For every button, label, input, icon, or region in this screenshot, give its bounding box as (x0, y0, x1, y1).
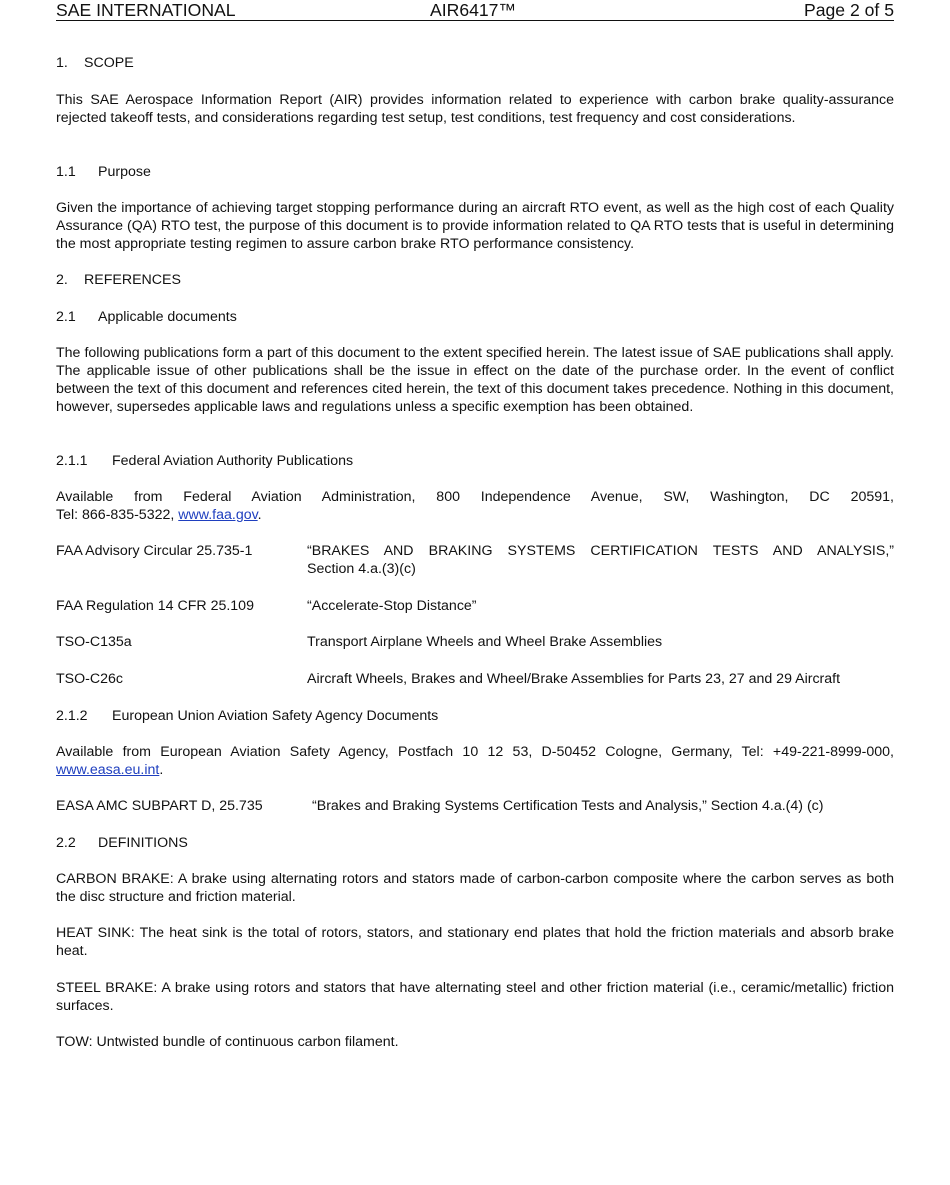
section-references-heading (56, 271, 894, 289)
reference-id: FAA Advisory Circular 25.735-1 (56, 543, 253, 559)
section-title: Federal Aviation Authority Publications (112, 453, 354, 469)
faa-availability-line2 (56, 506, 894, 524)
page-header (56, 0, 894, 21)
faa-website-link[interactable]: www.faa.gov (178, 507, 258, 523)
section-number: 1. (56, 55, 68, 71)
easa-website-link[interactable]: www.easa.eu.int (56, 762, 160, 778)
header-doc-id: AIR6417™ (430, 0, 517, 20)
header-org: SAE INTERNATIONAL (56, 0, 236, 20)
reference-title-line: “BRAKES AND BRAKING SYSTEMS CERTIFICATION TESTS AND ANALYSIS,” (307, 543, 894, 559)
section-number: 2.1.1 (56, 453, 88, 469)
section-title: DEFINITIONS (98, 835, 188, 851)
scope-paragraph: This SAE Aerospace Information Report (AIR) provides information related to experience with carbon brake quality-assurance rejected takeoff tests, and considerations regarding test setup, test conditions, test frequency and cost considerations. (56, 92, 894, 126)
definition-item: STEEL BRAKE: A brake using rotors and stators that have alternating steel and other friction material (i.e., ceramic/metallic) friction surfaces. (56, 980, 894, 1014)
reference-title-line: Section 4.a.(3)(c) (307, 561, 416, 577)
reference-title (307, 542, 894, 578)
section-number: 2.1 (56, 309, 76, 325)
section-number: 2.2 (56, 835, 76, 851)
applicable-paragraph: The following publications form a part of this document to the extent specified herein. The latest issue of SAE publications shall apply. The applicable issue of other publications shall be the issue in effect on the date of the purchase order. In the event of conflict between the text of this document and references cited herein, the text of this document takes precedence. Nothing in this document, however, supersedes applicable laws and regulations unless a specific exemption has been obtained. (56, 345, 894, 415)
easa-suffix: . (159, 762, 164, 778)
reference-title: “Brakes and Braking Systems Certification Tests and Analysis,” Section 4.a.(4) (c) (312, 798, 824, 814)
section-number: 2.1.2 (56, 708, 88, 724)
section-title: REFERENCES (84, 272, 181, 288)
section-title: SCOPE (84, 55, 134, 71)
section-number: 1.1 (56, 164, 76, 180)
definition-item: TOW: Untwisted bundle of continuous carbon filament. (56, 1034, 399, 1050)
reference-id: EASA AMC SUBPART D, 25.735 (56, 798, 263, 814)
definition-item: HEAT SINK: The heat sink is the total of rotors, stators, and stationary end plates that hold the friction materials and absorb brake heat. (56, 925, 894, 959)
section-scope-heading (56, 54, 894, 72)
reference-id: TSO-C26c (56, 671, 124, 687)
faa-suffix: . (257, 507, 262, 523)
section-easa-heading (56, 707, 894, 725)
purpose-paragraph: Given the importance of achieving target stopping performance during an aircraft RTO event, as well as the high cost of each Quality Assurance (QA) RTO test, the purpose of this document is to provide information related to QA RTO tests that is useful in determining the most appropriate testing regimen to assure carbon brake RTO performance consistency. (56, 200, 894, 252)
section-title: Purpose (98, 164, 151, 180)
easa-availability-line2 (56, 761, 894, 779)
section-title: European Union Aviation Safety Agency Documents (112, 708, 439, 724)
section-title: Applicable documents (98, 309, 237, 325)
header-page-number: Page 2 of 5 (804, 0, 894, 20)
reference-id: FAA Regulation 14 CFR 25.109 (56, 598, 254, 614)
reference-title: Transport Airplane Wheels and Wheel Brake Assemblies (307, 634, 663, 650)
easa-availability-line1: Available from European Aviation Safety Agency, Postfach 10 12 53, D-50452 Cologne, Germany, Tel: +49-221-8999-000, (56, 744, 894, 760)
faa-tel: Tel: 866-835-5322, (56, 507, 179, 523)
definition-item: CARBON BRAKE: A brake using alternating rotors and stators made of carbon-carbon composite where the carbon serves as both the disc structure and friction material. (56, 871, 894, 905)
faa-availability-line1: Available from Federal Aviation Administration, 800 Independence Avenue, SW, Washington, DC 20591, (56, 489, 894, 505)
section-applicable-heading (56, 308, 894, 326)
section-number: 2. (56, 272, 68, 288)
reference-id: TSO-C135a (56, 634, 132, 650)
reference-title: Aircraft Wheels, Brakes and Wheel/Brake Assemblies for Parts 23, 27 and 29 Aircraft (307, 671, 841, 687)
reference-title: “Accelerate-Stop Distance” (307, 598, 477, 614)
section-definitions-heading (56, 834, 894, 852)
section-faa-heading (56, 452, 894, 470)
section-purpose-heading (56, 163, 894, 181)
